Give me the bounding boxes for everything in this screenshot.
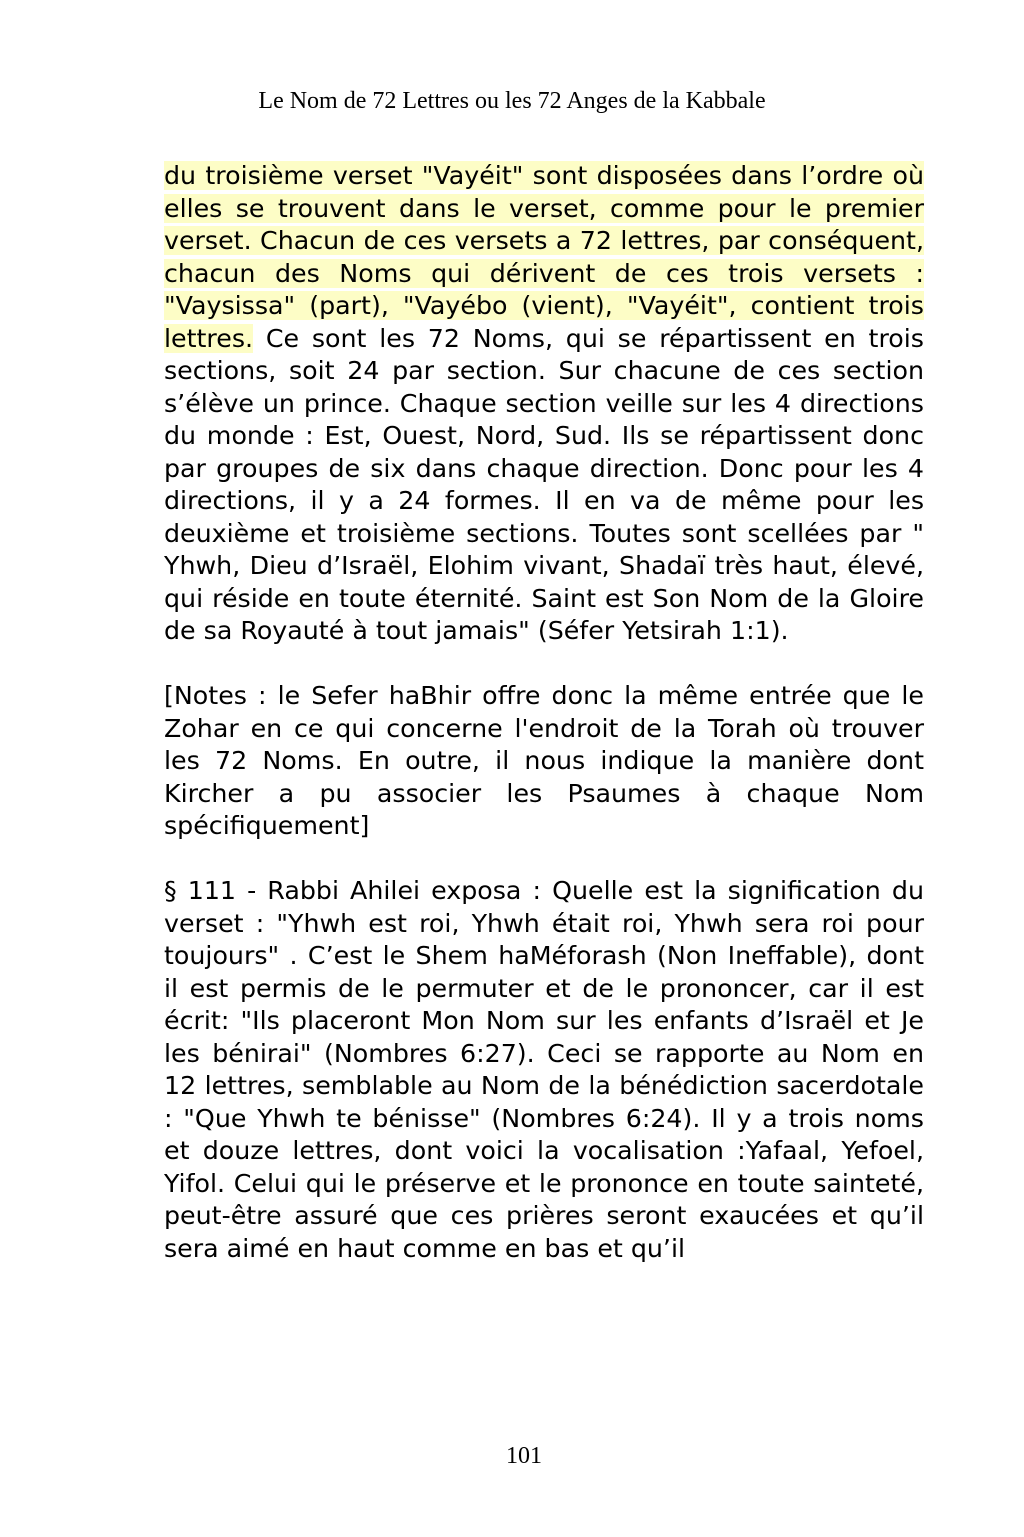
running-header: Le Nom de 72 Lettres ou les 72 Anges de la Kabbale xyxy=(258,88,766,114)
paragraph-notes[interactable]: [Notes : le Sefer haBhir offre donc la même entrée que le Zohar en ce qui concerne l'endroit de la Torah où trouver les 72 Noms. En outre, il nous indique la manière dont Kircher a pu associer les Psaumes à chaque Nom spécifiquement] xyxy=(164,681,924,840)
page-number: 101 xyxy=(506,1443,542,1469)
paragraph-names-sections xyxy=(164,160,924,648)
highlighted-passage[interactable]: du troisième verset "Vayéit" sont disposées dans l’ordre où elles se trouvent dans le verset, comme pour le premier verset. Chacun de ces versets a 72 lettres, par conséquent, chacun des Noms qui dérivent de ces trois versets : "Vaysissa" (part), "Vayébo (vient), "Vayéit", contient trois lettres. xyxy=(164,161,924,353)
paragraph-section-111[interactable]: § 111 - Rabbi Ahilei exposa : Quelle est la signification du verset : "Yhwh est roi, Yhwh était roi, Yhwh sera roi pour toujours" . C’est le Shem haMéforash (Non Ineffable), dont il est permis de le permuter et de le prononcer, car il est écrit: "Ils placeront Mon Nom sur les enfants d’Israël et Je les bénirai" (Nombres 6:27). Ceci se rapporte au Nom en 12 lettres, semblable au Nom de la bénédiction sacerdotale : "Que Yhwh te bénisse" (Nombres 6:24). Il y a trois noms et douze lettres, dont voici la vocalisation :Yafaal, Yefoel, Yifol. Celui qui le préserve et le prononce en toute sainteté, peut-être assuré que ces prières seront exaucées et qu’il sera aimé en haut comme en bas et qu’il xyxy=(164,876,924,1263)
page-body xyxy=(164,160,924,1265)
paragraph-continuation[interactable]: Ce sont les 72 Noms, qui se répartissent en trois sections, soit 24 par section. Sur chacune de ces section s’élève un prince. Chaque section veille sur les 4 directions du monde : Est, Ouest, Nord, Sud. Ils se répartissent donc par groupes de six dans chaque direction. Donc pour les 4 directions, il y a 24 formes. Il en va de même pour les deuxième et troisième sections. Toutes sont scellées par " Yhwh, Dieu d’Israël, Elohim vivant, Shadaï très haut, élevé, qui réside en toute éternité. Saint est Son Nom de la Gloire de sa Royauté à tout jamais" (Séfer Yetsirah 1:1). xyxy=(164,323,924,645)
